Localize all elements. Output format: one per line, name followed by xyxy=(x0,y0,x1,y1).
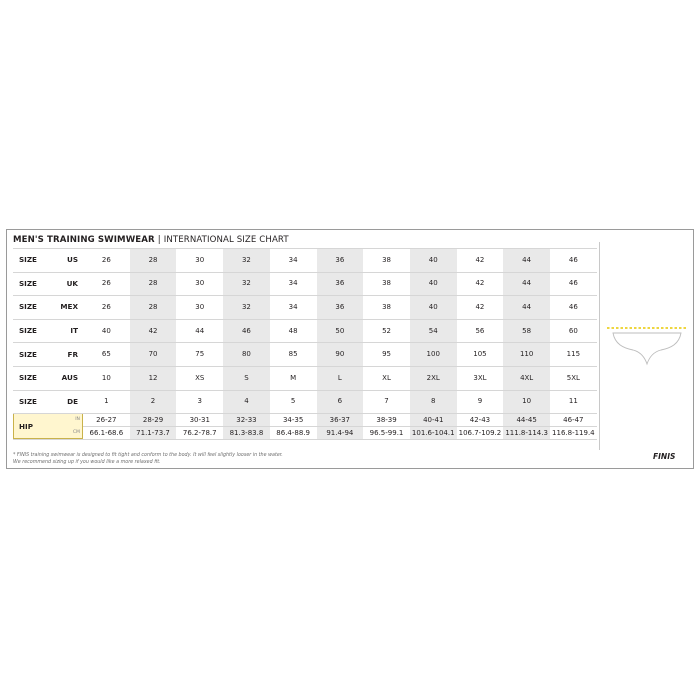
size-cell: 34 xyxy=(288,255,298,264)
row-label: SIZE xyxy=(19,255,37,265)
size-cell: 44 xyxy=(503,295,550,319)
size-cell: 4XL xyxy=(503,366,550,390)
size-cell: 7 xyxy=(384,397,389,406)
row-divider xyxy=(13,248,597,249)
size-cell: 30 xyxy=(195,279,205,288)
size-cell: 32 xyxy=(223,272,270,296)
size-cell: 46 xyxy=(568,302,578,311)
footnote-line-1: * FINIS training swimwear is designed to fit tight and conform to the body. It will feel slightly looser in the water. xyxy=(13,453,283,458)
size-system-code: UK xyxy=(66,278,78,288)
hip-cm-cell: 81.3-83.8 xyxy=(223,426,270,439)
swim-brief-shape xyxy=(613,333,681,364)
size-cell: 46 xyxy=(568,255,578,264)
hip-in-cell: 36-37 xyxy=(317,413,364,426)
size-cell: 95 xyxy=(382,350,391,359)
chart-title-bold: MEN'S TRAINING SWIMWEAR xyxy=(13,235,155,245)
unit-cm: CM xyxy=(65,426,83,439)
row-divider xyxy=(13,295,597,296)
swim-brief-icon xyxy=(605,318,689,370)
size-cell: 34 xyxy=(288,302,298,311)
table-bottom-rule xyxy=(13,439,597,440)
size-cell: 11 xyxy=(568,397,578,406)
size-cell: 58 xyxy=(503,319,550,343)
size-cell: 12 xyxy=(130,366,177,390)
size-cell: 105 xyxy=(473,350,487,359)
size-cell: 100 xyxy=(410,342,457,366)
size-cell: 46 xyxy=(223,319,270,343)
size-cell: 5 xyxy=(290,397,296,406)
size-cell: 46 xyxy=(568,279,578,288)
size-system-code: FR xyxy=(67,349,78,359)
hip-cm-cell: 71.1-73.7 xyxy=(130,426,177,439)
row-label: SIZE xyxy=(19,373,37,383)
size-cell: 26 xyxy=(101,279,111,288)
size-cell: 5XL xyxy=(566,373,580,382)
size-cell: 70 xyxy=(130,342,177,366)
size-cell: 3 xyxy=(197,397,202,406)
size-cell: 85 xyxy=(288,350,298,359)
size-cell: 38 xyxy=(382,279,391,288)
size-cell: 44 xyxy=(195,326,205,335)
size-cell: 36 xyxy=(317,272,364,296)
size-cell: 36 xyxy=(317,295,364,319)
size-cell: 30 xyxy=(195,302,205,311)
hip-in-cell: 26-27 xyxy=(96,415,117,424)
size-cell: 48 xyxy=(288,326,298,335)
hip-cm-cell: 106.7-109.2 xyxy=(458,428,502,437)
row-divider xyxy=(13,319,597,320)
hip-label-border xyxy=(13,413,83,439)
size-cell: 42 xyxy=(475,279,485,288)
panel-divider xyxy=(599,242,600,450)
size-cell: XS xyxy=(195,373,205,382)
chart-title xyxy=(13,235,289,245)
logo-text: FINIS xyxy=(653,452,676,461)
size-cell: L xyxy=(317,366,364,390)
hip-in-cell: 46-47 xyxy=(563,415,584,424)
size-cell: 52 xyxy=(382,326,391,335)
size-cell: 10 xyxy=(503,390,550,414)
row-divider xyxy=(13,413,597,414)
size-cell: 54 xyxy=(410,319,457,343)
finis-logo-icon xyxy=(653,452,675,461)
size-cell: 40 xyxy=(101,326,111,335)
row-divider xyxy=(13,366,597,367)
size-cell: 32 xyxy=(223,295,270,319)
chart-title-rest: INTERNATIONAL SIZE CHART xyxy=(163,235,289,245)
size-cell: 36 xyxy=(317,248,364,272)
size-cell: XL xyxy=(382,373,391,382)
size-cell: 42 xyxy=(130,319,177,343)
size-cell: 8 xyxy=(410,390,457,414)
size-cell: 32 xyxy=(223,248,270,272)
size-cell: 110 xyxy=(503,342,550,366)
size-cell: 40 xyxy=(410,248,457,272)
hip-cm-cell: 91.4-94 xyxy=(317,426,364,439)
size-cell: 60 xyxy=(568,326,578,335)
row-label: SIZE xyxy=(19,396,37,406)
row-label: SIZE xyxy=(19,302,37,312)
row-divider xyxy=(13,390,597,391)
title-separator: | xyxy=(157,235,161,245)
hip-cm-cell: 66.1-68.6 xyxy=(89,428,124,437)
size-cell: 75 xyxy=(195,350,205,359)
size-cell: 6 xyxy=(317,390,364,414)
size-cell: 80 xyxy=(223,342,270,366)
footnotes xyxy=(13,452,283,466)
row-label: SIZE xyxy=(19,349,37,359)
size-cell: 26 xyxy=(101,302,111,311)
size-cell: M xyxy=(290,373,297,382)
size-cell: 65 xyxy=(101,350,111,359)
size-cell: 9 xyxy=(477,397,483,406)
size-cell: 28 xyxy=(130,272,177,296)
hip-cm-cell: 116.8-119.4 xyxy=(552,428,595,437)
hip-cm-cell: 101.6-104.1 xyxy=(410,426,457,439)
row-divider xyxy=(13,342,597,343)
size-cell: 30 xyxy=(195,255,205,264)
size-cell: 42 xyxy=(475,255,485,264)
size-cell: 38 xyxy=(382,255,391,264)
size-cell: 50 xyxy=(317,319,364,343)
hip-in-cell: 38-39 xyxy=(376,415,397,424)
size-system-code: US xyxy=(66,255,78,265)
hip-cm-cell: 76.2-78.7 xyxy=(182,428,217,437)
hip-in-cell: 28-29 xyxy=(130,413,177,426)
size-cell: 1 xyxy=(104,397,109,406)
size-system-code: AUS xyxy=(61,373,78,383)
size-cell: 38 xyxy=(382,302,391,311)
hip-label: HIP xyxy=(13,413,65,439)
size-chart-panel xyxy=(6,229,694,469)
size-cell: 56 xyxy=(475,326,485,335)
size-cell: 115 xyxy=(566,350,581,359)
row-label: SIZE xyxy=(19,326,37,336)
hip-in-cell: 34-35 xyxy=(282,415,304,424)
size-cell: 26 xyxy=(101,255,111,264)
size-cell: 2 xyxy=(130,390,177,414)
hip-cm-cell: 86.4-88.9 xyxy=(276,428,310,437)
size-cell: 40 xyxy=(410,272,457,296)
hip-in-cell: 42-43 xyxy=(469,415,491,424)
row-label: SIZE xyxy=(19,278,37,288)
size-system-code: IT xyxy=(70,326,78,336)
hip-mid-divider xyxy=(83,426,597,427)
size-cell: 90 xyxy=(317,342,364,366)
row-divider xyxy=(13,272,597,273)
size-cell: S xyxy=(223,366,270,390)
size-cell: 44 xyxy=(503,272,550,296)
size-cell: 34 xyxy=(288,279,298,288)
footnote-line-2: We recommend sizing up if you would like a more relaxed fit. xyxy=(13,460,161,465)
size-cell: 4 xyxy=(223,390,270,414)
size-cell: 2XL xyxy=(410,366,457,390)
hip-cm-cell: 111.8-114.3 xyxy=(503,426,550,439)
hip-in-cell: 40-41 xyxy=(410,413,457,426)
hip-in-cell: 32-33 xyxy=(223,413,270,426)
unit-in: IN xyxy=(65,413,83,426)
size-cell: 3XL xyxy=(473,373,487,382)
size-cell: 40 xyxy=(410,295,457,319)
size-cell: 28 xyxy=(130,295,177,319)
size-cell: 44 xyxy=(503,248,550,272)
size-table xyxy=(13,248,597,448)
size-system-code: DE xyxy=(67,396,78,406)
size-cell: 10 xyxy=(101,373,111,382)
hip-cm-cell: 96.5-99.1 xyxy=(369,428,404,437)
hip-in-cell: 30-31 xyxy=(189,415,210,424)
size-cell: 28 xyxy=(130,248,177,272)
size-cell: 42 xyxy=(475,302,485,311)
hip-in-cell: 44-45 xyxy=(503,413,550,426)
size-system-code: MEX xyxy=(60,302,78,312)
